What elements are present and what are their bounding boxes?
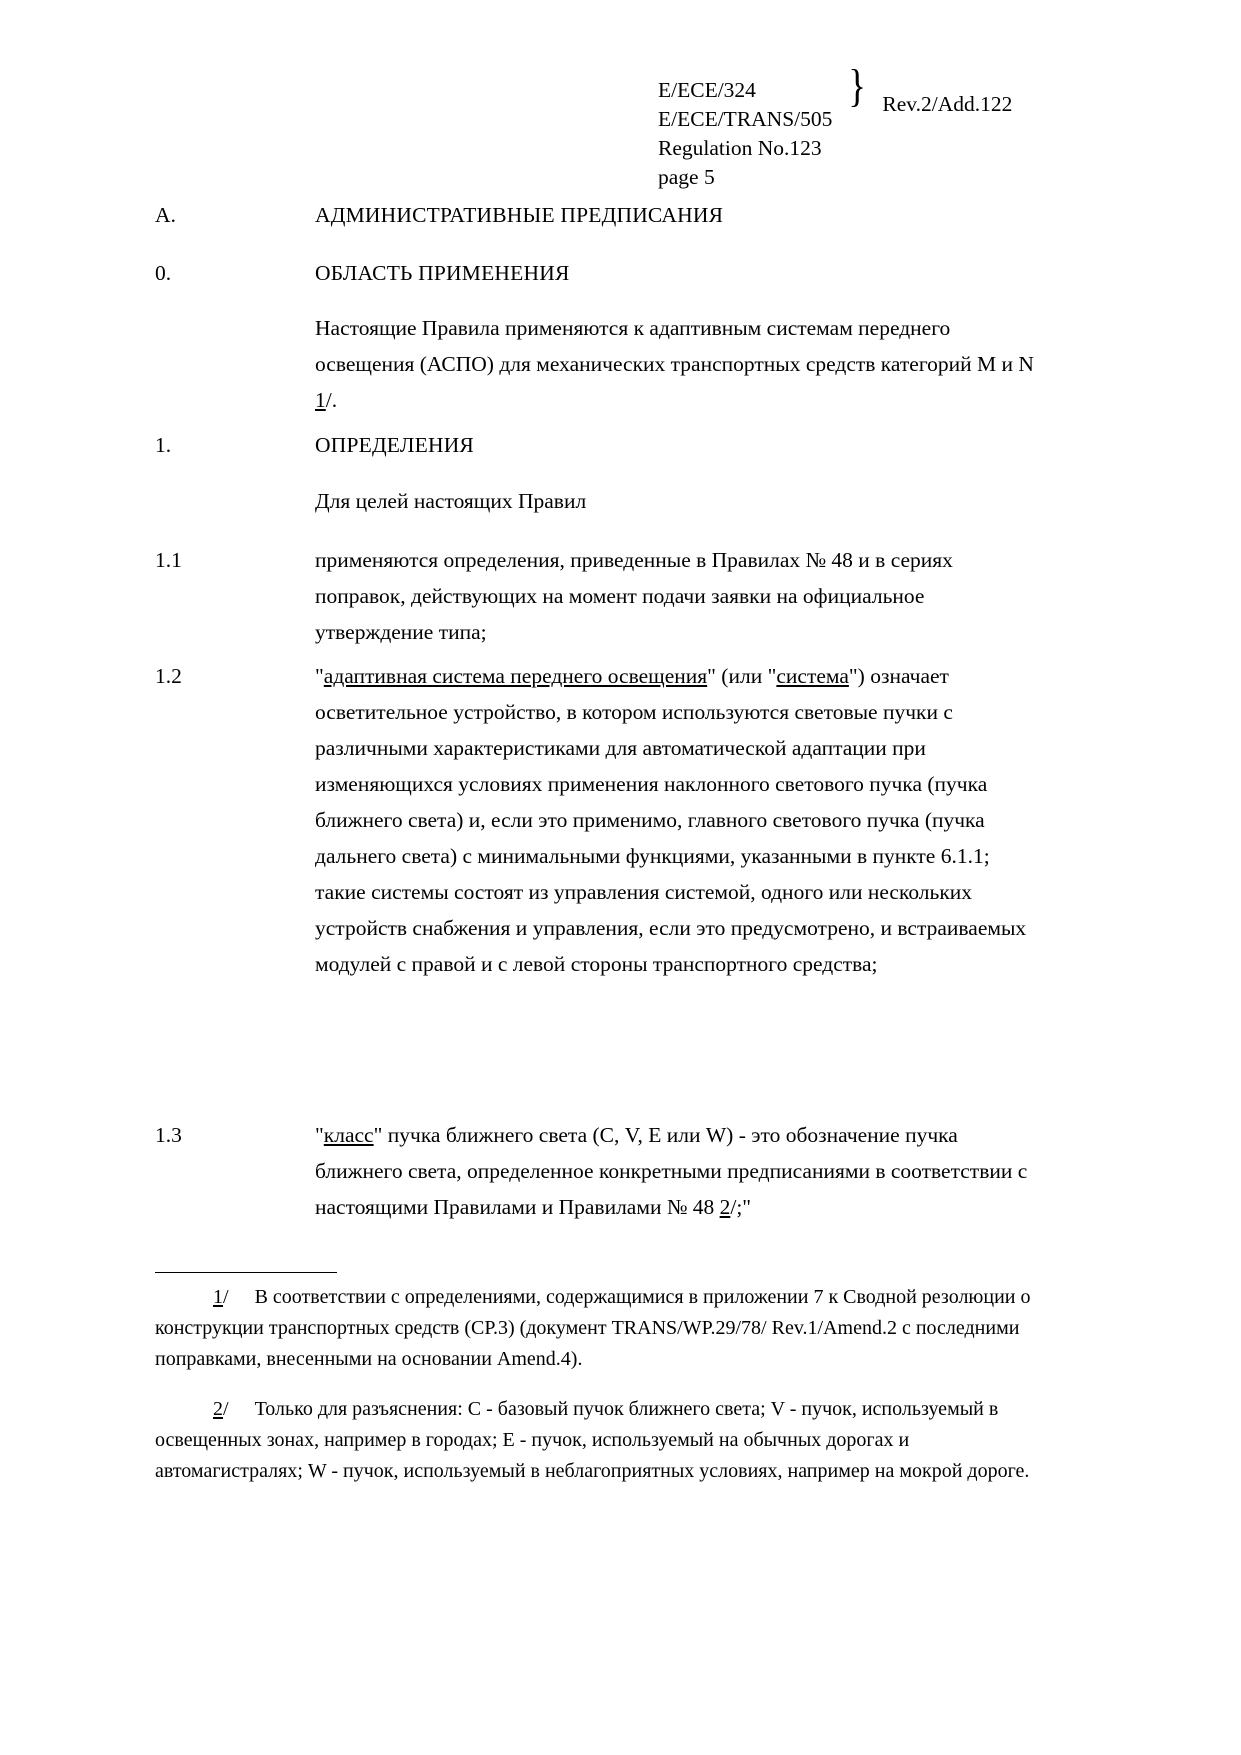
term-class: класс xyxy=(323,1123,374,1147)
footnote-1-marker: 1 xyxy=(213,1286,223,1308)
footnote-ref-2: 2 xyxy=(719,1195,731,1219)
section-1-title: ОПРЕДЕЛЕНИЯ xyxy=(315,433,474,457)
section-1-3 xyxy=(155,1117,1045,1225)
header-regulation-number: Regulation No.123 xyxy=(658,136,822,160)
section-0-number: 0. xyxy=(155,261,172,285)
scope-paragraph xyxy=(155,310,1045,418)
section-1-number: 1. xyxy=(155,433,172,457)
section-0 xyxy=(155,255,1045,291)
section-a xyxy=(155,197,1045,233)
footnote-ref-1: 1 xyxy=(315,388,326,412)
section-1-2-text: "адаптивная система переднего освещения" (или "система") означает осветительное устройство, в котором используются световые пучки с различными характеристиками для автоматической адаптации при изменяющихся условиях применения наклонного светового пучка (пучка ближнего света) и, если это применимо, главного светового пучка (пучка дальнего света) с минимальными функциями, указанными в пункте 6.1.1; такие системы состоят из управления системой, одного или нескольких устройств снабжения и управления, если это предусмотрено, и встраиваемых модулей с правой и с левой стороны транспортного средства; xyxy=(315,664,1027,976)
document-header xyxy=(658,60,1013,192)
section-1-3-text: "класс" пучка ближнего света (С, V, Е или W) - это обозначение пучка ближнего света, определенное конкретными предписаниями в соответствии с настоящими Правилами и Правилами № 48 2/;" xyxy=(315,1123,1028,1219)
header-page-number: page 5 xyxy=(658,165,715,189)
definitions-intro xyxy=(155,483,1045,519)
section-a-number: A. xyxy=(155,203,176,227)
footnote-2: 2/ Только для разъяснения: С - базовый пучок ближнего света; V - пучок, используемый в освещенных зонах, например в городах; Е - пучок, используемый на обычных дорогах и автомагистралях; W - пучок, используемый в неблагоприятных условиях, например на мокрой дороге. xyxy=(155,1398,1030,1482)
header-identifier-lines xyxy=(658,76,832,134)
section-1-2 xyxy=(155,658,1045,982)
header-revision: Rev.2/Add.122 xyxy=(882,92,1013,116)
footnote-1: 1/ В соответствии с определениями, содержащимися в приложении 7 к Сводной резолюции о конструкции транспортных средств (СР.3) (документ TRANS/WP.29/78/ Rev.1/Amend.2 с последними поправками, внесенными на основании Amend.4). xyxy=(155,1286,1031,1370)
section-1-1 xyxy=(155,542,1045,650)
header-symbol-1: E/ECE/324 xyxy=(658,78,756,102)
section-1-3-number: 1.3 xyxy=(155,1123,182,1147)
section-a-title: АДМИНИСТРАТИВНЫЕ ПРЕДПИСАНИЯ xyxy=(315,203,724,227)
definitions-intro-text: Для целей настоящих Правил xyxy=(315,489,587,513)
right-curly-brace-icon: } xyxy=(848,60,867,111)
section-1-2-number: 1.2 xyxy=(155,664,182,688)
footnote-2-text: Только для разъяснения: С - базовый пучок ближнего света; V - пучок, используемый в освещенных зонах, например в городах; Е - пучок, используемый на обычных дорогах и автомагистралях; W - пучок, используемый в неблагоприятных условиях, например на мокрой дороге. xyxy=(155,1398,1030,1482)
scope-paragraph-text: Настоящие Правила применяются к адаптивным системам переднего освещения (АСПО) для механических транспортных средств категорий М и N 1/. xyxy=(315,316,1034,412)
footnote-2-marker: 2 xyxy=(213,1398,223,1420)
header-identifier-row xyxy=(658,60,1013,134)
section-1-1-text: применяются определения, приведенные в Правилах № 48 и в сериях поправок, действующих на момент подачи заявки на официальное утверждение типа; xyxy=(315,548,953,644)
term-system: система xyxy=(776,664,849,688)
section-1-1-number: 1.1 xyxy=(155,548,182,572)
section-1 xyxy=(155,427,1045,463)
footnote-separator xyxy=(155,1272,337,1273)
term-adaptive-front-lighting-system: адаптивная система переднего освещения xyxy=(323,664,708,688)
header-symbol-2: E/ECE/TRANS/505 xyxy=(658,107,833,131)
footnote-1-text: В соответствии с определениями, содержащимися в приложении 7 к Сводной резолюции о конструкции транспортных средств (СР.3) (документ TRANS/WP.29/78/ Rev.1/Amend.2 с последними поправками, внесенными на основании Amend.4). xyxy=(155,1286,1031,1370)
section-0-title: ОБЛАСТЬ ПРИМЕНЕНИЯ xyxy=(315,261,570,285)
